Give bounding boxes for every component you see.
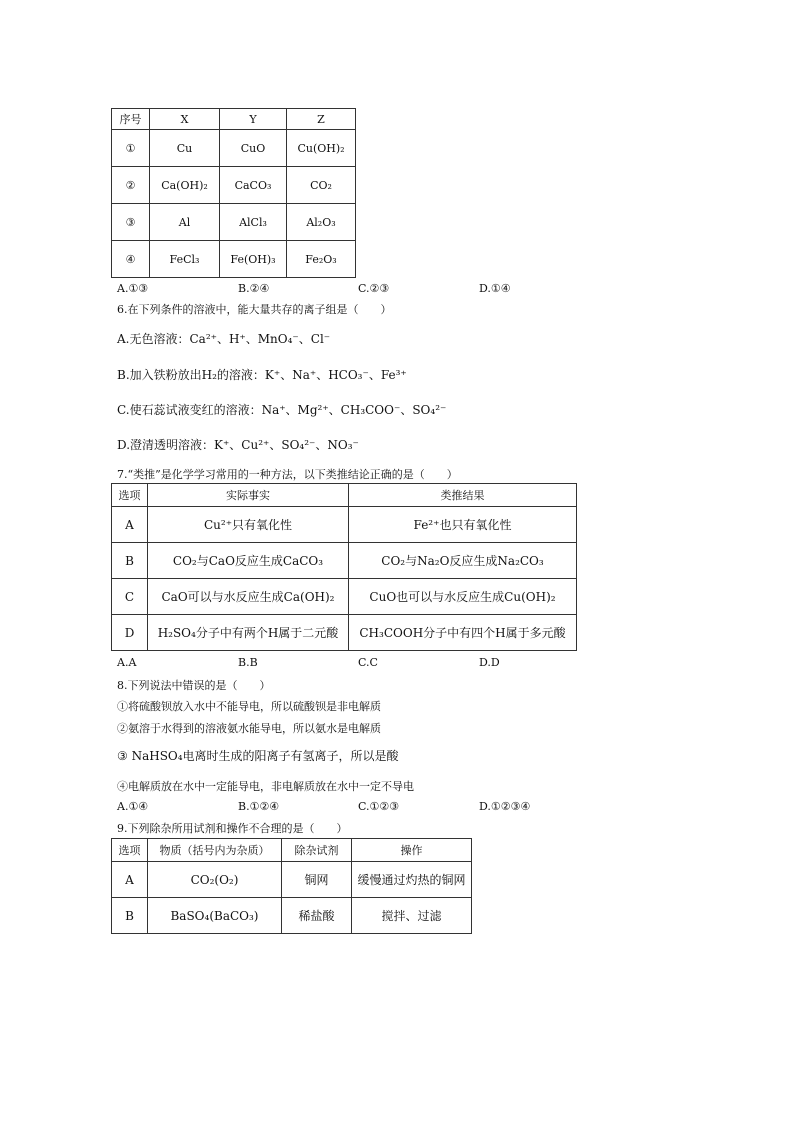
- q5-option-b: B.②④: [238, 282, 270, 295]
- table-cell: Fe(OH)₃: [220, 241, 287, 278]
- q6-option-a: A.无色溶液：Ca²⁺、H⁺、MnO₄⁻、Cl⁻: [117, 332, 331, 346]
- header-cell: 类推结果: [349, 484, 577, 507]
- header-cell: Z: [287, 109, 356, 130]
- table-row: [112, 167, 356, 204]
- table-cell: CO₂: [287, 167, 356, 204]
- table-cell: Al₂O₃: [287, 204, 356, 241]
- table-cell: AlCl₃: [220, 204, 287, 241]
- table-cell: ④: [112, 241, 150, 278]
- q8-option-a: A.①④: [117, 800, 149, 813]
- q6-stem: 6.在下列条件的溶液中，能大量共存的离子组是（ ）: [117, 303, 392, 316]
- table-cell: ②: [112, 167, 150, 204]
- q6-option-c: C.使石蕊试液变红的溶液：Na⁺、Mg²⁺、CH₃COO⁻、SO₄²⁻: [117, 403, 447, 417]
- table-row: [112, 507, 577, 543]
- table-cell: ①: [112, 130, 150, 167]
- q5-option-c: C.②③: [358, 282, 390, 295]
- q5-option-a: A.①③: [117, 282, 149, 295]
- table-cell: Cu(OH)₂: [287, 130, 356, 167]
- table-cell: Cu²⁺只有氧化性: [148, 507, 349, 543]
- table-cell: Fe²⁺也只有氧化性: [349, 507, 577, 543]
- q7-option-d: D.D: [479, 656, 500, 669]
- q9-table: [111, 838, 472, 934]
- q8-stem: 8.下列说法中错误的是（ ）: [117, 679, 271, 692]
- table-cell: CO₂与CaO反应生成CaCO₃: [148, 543, 349, 579]
- table-cell: FeCl₃: [150, 241, 220, 278]
- table-cell: Ca(OH)₂: [150, 167, 220, 204]
- q8-option-c: C.①②③: [358, 800, 400, 813]
- table-cell: CH₃COOH分子中有四个H属于多元酸: [349, 615, 577, 651]
- table-cell: ③: [112, 204, 150, 241]
- table-cell: H₂SO₄分子中有两个H属于二元酸: [148, 615, 349, 651]
- q6-option-d: D.澄清透明溶液：K⁺、Cu²⁺、SO₄²⁻、NO₃⁻: [117, 438, 359, 452]
- table-cell: 稀盐酸: [282, 898, 352, 934]
- q8-option-b: B.①②④: [238, 800, 280, 813]
- q8-item-3: ③ NaHSO₄电离时生成的阳离子有氢离子，所以是酸: [117, 749, 399, 763]
- table-cell: CuO也可以与水反应生成Cu(OH)₂: [349, 579, 577, 615]
- table-cell: CaCO₃: [220, 167, 287, 204]
- header-cell: 序号: [112, 109, 150, 130]
- table-header-row: [112, 484, 577, 507]
- table-cell: A: [112, 862, 148, 898]
- table-cell: Cu: [150, 130, 220, 167]
- header-cell: 除杂试剂: [282, 839, 352, 862]
- header-cell: Y: [220, 109, 287, 130]
- table-cell: D: [112, 615, 148, 651]
- table-row: [112, 898, 472, 934]
- table-cell: CO₂与Na₂O反应生成Na₂CO₃: [349, 543, 577, 579]
- table-row: [112, 241, 356, 278]
- q7-stem: 7.“类推”是化学学习常用的一种方法，以下类推结论正确的是（ ）: [117, 468, 458, 481]
- table-cell: C: [112, 579, 148, 615]
- header-cell: 选项: [112, 839, 148, 862]
- table-cell: CO₂(O₂): [148, 862, 282, 898]
- q7-option-c: C.C: [358, 656, 378, 669]
- table-row: [112, 130, 356, 167]
- table-row: [112, 862, 472, 898]
- q8-item-4: ④电解质放在水中一定能导电，非电解质放在水中一定不导电: [117, 780, 414, 793]
- table-cell: A: [112, 507, 148, 543]
- header-cell: 物质（括号内为杂质）: [148, 839, 282, 862]
- table-row: [112, 579, 577, 615]
- q6-option-b: B.加入铁粉放出H₂的溶液：K⁺、Na⁺、HCO₃⁻、Fe³⁺: [117, 368, 407, 382]
- table-cell: BaSO₄(BaCO₃): [148, 898, 282, 934]
- q8-option-d: D.①②③④: [479, 800, 531, 813]
- table-header-row: [112, 839, 472, 862]
- table-row: [112, 615, 577, 651]
- table-cell: 缓慢通过灼热的铜网: [352, 862, 472, 898]
- table-row: [112, 543, 577, 579]
- table-cell: CaO可以与水反应生成Ca(OH)₂: [148, 579, 349, 615]
- q5-table: [111, 108, 356, 278]
- table-cell: CuO: [220, 130, 287, 167]
- header-cell: 操作: [352, 839, 472, 862]
- table-header-row: [112, 109, 356, 130]
- q5-option-d: D.①④: [479, 282, 511, 295]
- table-cell: B: [112, 898, 148, 934]
- q8-item-1: ①将硫酸钡放入水中不能导电，所以硫酸钡是非电解质: [117, 700, 381, 713]
- table-cell: 搅拌、过滤: [352, 898, 472, 934]
- table-cell: Fe₂O₃: [287, 241, 356, 278]
- q9-stem: 9.下列除杂所用试剂和操作不合理的是（ ）: [117, 822, 348, 835]
- q8-item-2: ②氨溶于水得到的溶液氨水能导电，所以氨水是电解质: [117, 722, 381, 735]
- table-row: [112, 204, 356, 241]
- table-cell: B: [112, 543, 148, 579]
- header-cell: 实际事实: [148, 484, 349, 507]
- q7-table: [111, 483, 577, 651]
- q7-option-a: A.A: [117, 656, 137, 669]
- header-cell: 选项: [112, 484, 148, 507]
- table-cell: Al: [150, 204, 220, 241]
- header-cell: X: [150, 109, 220, 130]
- q7-option-b: B.B: [238, 656, 258, 669]
- table-cell: 铜网: [282, 862, 352, 898]
